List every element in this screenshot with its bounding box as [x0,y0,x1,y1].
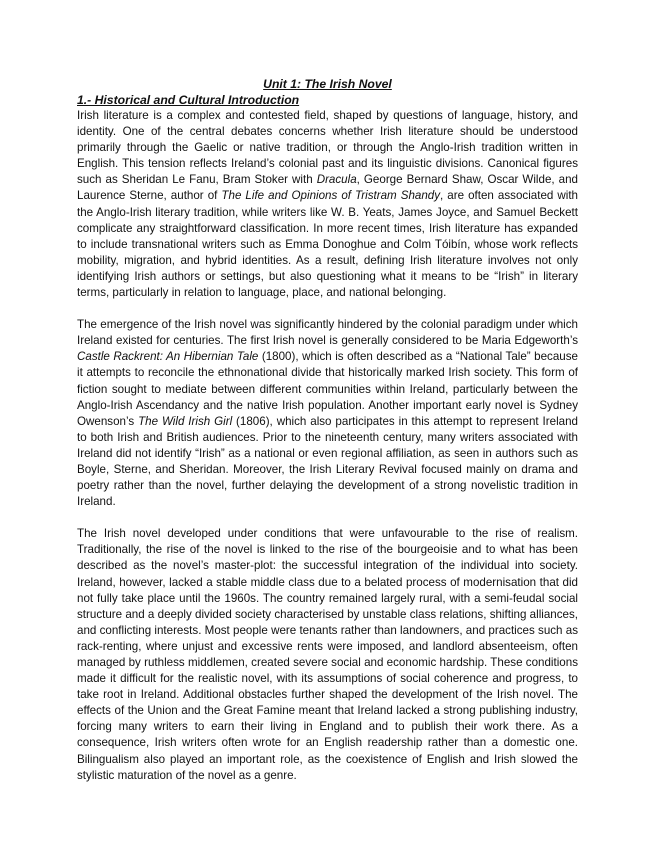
paragraph-2-title-wild-irish-girl: The Wild Irish Girl [138,414,233,428]
document-title: Unit 1: The Irish Novel [263,77,392,91]
paragraph-2-text-c: (1806), which also participates in this attempt to represent Ireland to both Irish and British audiences. Prior to the nineteenth century, many writers associated with Ireland did not identify “Irish” as a national or even regional affiliation, as seen in authors such as Boyle, Sterne, and Sheridan. Moreover, the Irish Literary Revival focused mainly on drama and poetry rather than the novel, further delaying the development of a strong novelistic tradition in Ireland. [77,414,578,509]
section-heading: 1.- Historical and Cultural Introduction [77,93,300,107]
paragraph-1-title-tristram-shandy: The Life and Opinions of Tristram Shandy [221,189,441,203]
paragraph-2-title-castle-rackrent: Castle Rackrent: An Hibernian Tale [77,350,259,364]
paragraph-3: The Irish novel developed under conditions that were unfavourable to the rise of realism. Traditionally, the rise of the novel is linked to the rise of the bourgeoisie and to what has been described as the novel’s master-plot: the successful integration of the individual into society. Ireland, however, lacked a stable middle class due to a belated process of modernisation that did not fully take place until the 1960s. The country remained largely rural, with a semi-feudal social structure and a deeply divided society characterised by unstable class relations, shifting alliances, and conflicting interests. Most people were tenants rather than landowners, and practices such as rack-renting, where unjust and excessive rents were imposed, and landlord absenteeism, often managed by ruthless middlemen, created severe social and economic hardship. These conditions made it difficult for the realistic novel, with its assumptions of social coherence and progress, to take root in Ireland. Additional obstacles further shaped the development of the Irish novel. The effects of the Union and the Great Famine meant that Ireland lacked a strong publishing industry, forcing many writers to earn their living in England and to publish their work there. As a consequence, Irish writers often wrote for an English readership rather than a domestic one. Bilingualism also played an important role, as the coexistence of English and Irish slowed the stylistic maturation of the novel as a genre. [77,527,578,782]
paragraph-2-text-b: (1800), which is often described as a “National Tale” because it attempts to reconcile the ethnonational divide that historically marked Irish society. This form of fiction sought to mediate between different communities within Ireland, particularly between the Anglo-Irish Ascendancy and the native Irish population. Another important early novel is Sydney Owenson’s [77,350,578,428]
paragraph-1-title-dracula: Dracula [316,173,357,187]
paragraph-1-text-b: , George Bernard Shaw, Oscar Wilde, and Laurence Sterne, author of [77,173,578,203]
paragraph-1-text-a: Irish literature is a complex and contested field, shaped by questions of language, history, and identity. One of the central debates concerns whether Irish literature should be understood primarily through the Gaelic or native tradition, or through the Anglo-Irish tradition written in English. This tension reflects Ireland’s colonial past and its linguistic divisions. Canonical figures such as Sheridan Le Fanu, Bram Stoker with [77,109,578,187]
document-page [77,76,578,784]
paragraph-2 [77,317,578,510]
paragraph-1 [77,108,578,301]
paragraph-1-text-c: , are often associated with the Anglo-Irish literary tradition, while writers like W. B. Yeats, James Joyce, and Samuel Beckett complicate any straightforward classification. In more recent times, Irish literature has expanded to include transnational writers such as Emma Donoghue and Colm Tóibín, whose work reflects mobility, migration, and hybrid identities. As a result, defining Irish literature involves not only identifying Irish authors or settings, but also questioning what it means to be “Irish” in literary terms, particularly in relation to language, place, and national belonging. [77,189,578,300]
paragraph-2-text-a: The emergence of the Irish novel was significantly hindered by the colonial paradigm under which Ireland existed for centuries. The first Irish novel is generally considered to be Maria Edgeworth’s [77,318,578,348]
